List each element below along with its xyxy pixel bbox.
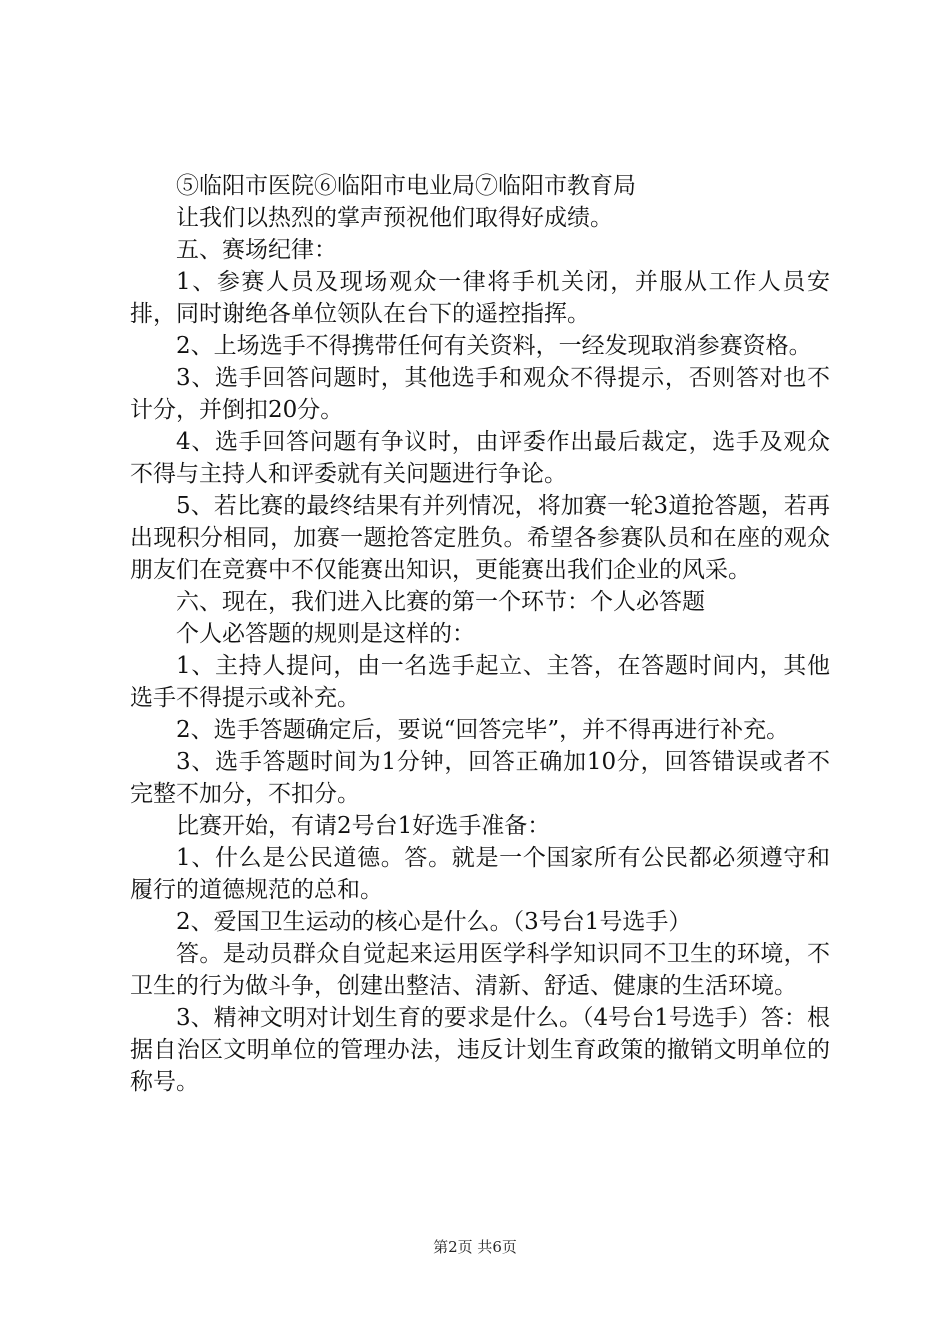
paragraph: 答。是动员群众自觉起来运用医学科学知识同不卫生的环境，不卫生的行为做斗争，创建出整洁、清新、舒适、健康的生活环境。 [130,941,830,999]
paragraph: 2、爱国卫生运动的核心是什么。（3号台1号选手） [176,909,692,935]
paragraph: ⑤临阳市医院⑥临阳市电业局⑦临阳市教育局 [176,173,636,199]
page-footer: 第2页 共6页 [433,1238,517,1256]
paragraph: 3、选手回答问题时，其他选手和观众不得提示，否则答对也不计分，并倒扣20分。 [130,365,830,423]
section-heading: 六、现在，我们进入比赛的第一个环节：个人必答题 [176,589,705,615]
paragraph: 比赛开始，有请2号台1好选手准备： [176,813,551,839]
paragraph: 2、选手答题确定后，要说“回答完毕”，并不得再进行补充。 [176,717,790,743]
paragraph: 让我们以热烈的掌声预祝他们取得好成绩。 [176,205,613,231]
paragraph: 5、若比赛的最终结果有并列情况，将加赛一轮3道抢答题，若再出现积分相同，加赛一题抢答定胜负。希望各参赛队员和在座的观众朋友们在竞赛中不仅能赛出知识，更能赛出我们企业的风采。 [130,493,830,583]
paragraph: 1、参赛人员及现场观众一律将手机关闭，并服从工作人员安排，同时谢绝各单位领队在台下的遥控指挥。 [130,269,830,327]
paragraph: 3、精神文明对计划生育的要求是什么。（4号台1号选手）答：根据自治区文明单位的管理办法，违反计划生育政策的撤销文明单位的称号。 [130,1005,830,1095]
section-heading: 五、赛场纪律： [176,237,337,263]
paragraph: 个人必答题的规则是这样的： [176,621,475,647]
paragraph: 1、主持人提问，由一名选手起立、主答，在答题时间内，其他选手不得提示或补充。 [130,653,830,711]
paragraph: 2、上场选手不得携带任何有关资料，一经发现取消参赛资格。 [176,333,812,359]
paragraph: 4、选手回答问题有争议时，由评委作出最后裁定，选手及观众不得与主持人和评委就有关问题进行争论。 [130,429,830,487]
paragraph: 3、选手答题时间为1分钟，回答正确加10分，回答错误或者不完整不加分，不扣分。 [130,749,830,807]
paragraph: 1、什么是公民道德。答。就是一个国家所有公民都必须遵守和履行的道德规范的总和。 [130,845,830,903]
document-body [130,170,830,1098]
